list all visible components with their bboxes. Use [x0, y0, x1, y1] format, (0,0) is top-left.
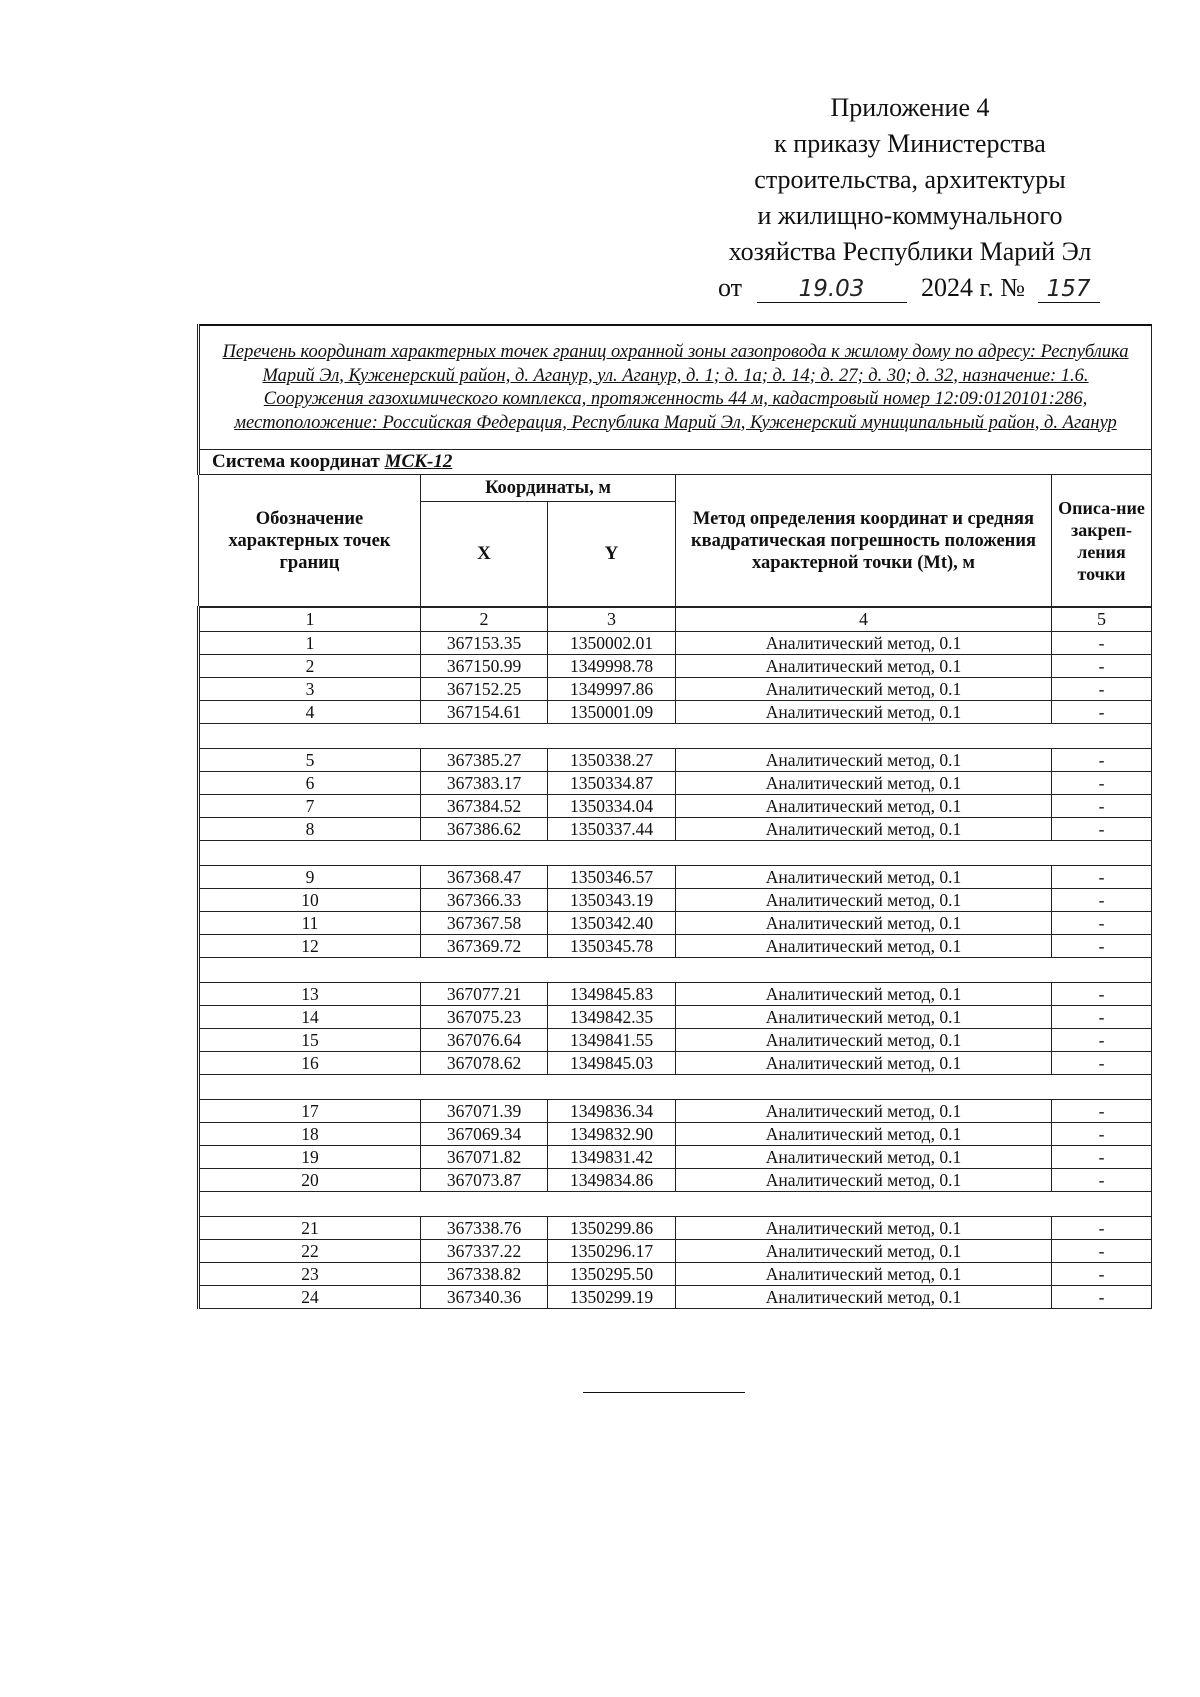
- table-row: [199, 772, 1152, 795]
- x-coordinate-cell: 367071.82: [421, 1146, 548, 1169]
- description-cell: -: [1052, 1123, 1152, 1146]
- table-row: [199, 1263, 1152, 1286]
- y-coordinate-cell: 1350345.78: [548, 935, 676, 958]
- table-row: [199, 1052, 1152, 1075]
- point-number-cell: 6: [199, 772, 421, 795]
- table-row: [199, 701, 1152, 724]
- y-coordinate-cell: 1350001.09: [548, 701, 676, 724]
- y-coordinate-cell: 1350295.50: [548, 1263, 676, 1286]
- description-cell: -: [1052, 678, 1152, 701]
- closing-separator-line: [583, 1392, 745, 1393]
- method-cell: Аналитический метод, 0.1: [676, 795, 1052, 818]
- x-coordinate-cell: 367367.58: [421, 912, 548, 935]
- y-coordinate-cell: 1350342.40: [548, 912, 676, 935]
- table-row: [199, 1029, 1152, 1052]
- point-number-cell: 21: [199, 1217, 421, 1240]
- y-coordinate-cell: 1349997.86: [548, 678, 676, 701]
- method-cell: Аналитический метод, 0.1: [676, 866, 1052, 889]
- y-coordinate-cell: 1350334.87: [548, 772, 676, 795]
- y-coordinate-cell: 1350346.57: [548, 866, 676, 889]
- table-row: [199, 935, 1152, 958]
- table-row: [199, 1240, 1152, 1263]
- method-cell: Аналитический метод, 0.1: [676, 818, 1052, 841]
- coordinate-system-label: Система координат: [212, 451, 380, 472]
- method-cell: Аналитический метод, 0.1: [676, 1146, 1052, 1169]
- point-number-cell: 1: [199, 632, 421, 655]
- point-number-cell: 10: [199, 889, 421, 912]
- table-row: [199, 1100, 1152, 1123]
- appendix-line-3: строительства, архитектуры: [754, 165, 1066, 194]
- description-cell: -: [1052, 1029, 1152, 1052]
- y-coordinate-cell: 1350337.44: [548, 818, 676, 841]
- x-coordinate-cell: 367153.35: [421, 632, 548, 655]
- description-cell: -: [1052, 1006, 1152, 1029]
- y-coordinate-cell: 1349841.55: [548, 1029, 676, 1052]
- description-cell: -: [1052, 935, 1152, 958]
- x-coordinate-cell: 367154.61: [421, 701, 548, 724]
- description-cell: -: [1052, 1169, 1152, 1192]
- group-separator-row: [199, 1192, 1152, 1217]
- method-cell: Аналитический метод, 0.1: [676, 983, 1052, 1006]
- group-separator-cell: [199, 1192, 1152, 1217]
- method-cell: Аналитический метод, 0.1: [676, 1029, 1052, 1052]
- x-coordinate-cell: 367069.34: [421, 1123, 548, 1146]
- appendix-header: [700, 90, 1120, 306]
- column-number: 4: [676, 607, 1052, 632]
- method-cell: Аналитический метод, 0.1: [676, 1263, 1052, 1286]
- method-cell: Аналитический метод, 0.1: [676, 678, 1052, 701]
- x-coordinate-cell: 367337.22: [421, 1240, 548, 1263]
- coordinates-table: [197, 324, 1152, 1309]
- handwritten-date: 19.03: [757, 276, 907, 303]
- description-cell: -: [1052, 1240, 1152, 1263]
- description-cell: -: [1052, 795, 1152, 818]
- x-coordinate-cell: 367369.72: [421, 935, 548, 958]
- y-coordinate-cell: 1350299.86: [548, 1217, 676, 1240]
- point-number-cell: 16: [199, 1052, 421, 1075]
- description-cell: -: [1052, 983, 1152, 1006]
- appendix-line-5: хозяйства Республики Марий Эл: [728, 237, 1092, 266]
- method-cell: Аналитический метод, 0.1: [676, 1240, 1052, 1263]
- x-coordinate-cell: 367366.33: [421, 889, 548, 912]
- y-coordinate-cell: 1350343.19: [548, 889, 676, 912]
- appendix-line-2: к приказу Министерства: [774, 129, 1046, 158]
- x-coordinate-cell: 367386.62: [421, 818, 548, 841]
- y-coordinate-cell: 1350338.27: [548, 749, 676, 772]
- table-row: [199, 1169, 1152, 1192]
- x-coordinate-cell: 367071.39: [421, 1100, 548, 1123]
- y-coordinate-cell: 1349845.03: [548, 1052, 676, 1075]
- coordinate-system-row: [199, 450, 1152, 475]
- group-separator-cell: [199, 1075, 1152, 1100]
- point-number-cell: 11: [199, 912, 421, 935]
- method-cell: Аналитический метод, 0.1: [676, 1100, 1052, 1123]
- x-coordinate-cell: 367152.25: [421, 678, 548, 701]
- group-separator-row: [199, 958, 1152, 983]
- description-cell: -: [1052, 772, 1152, 795]
- method-cell: Аналитический метод, 0.1: [676, 1217, 1052, 1240]
- y-coordinate-cell: 1350334.04: [548, 795, 676, 818]
- header-coordinates: Координаты, м: [421, 475, 676, 502]
- description-cell: -: [1052, 655, 1152, 678]
- point-number-cell: 17: [199, 1100, 421, 1123]
- description-cell: -: [1052, 1286, 1152, 1309]
- point-number-cell: 7: [199, 795, 421, 818]
- coordinate-system-value: МСК-12: [384, 451, 453, 472]
- method-cell: Аналитический метод, 0.1: [676, 1169, 1052, 1192]
- y-coordinate-cell: 1350296.17: [548, 1240, 676, 1263]
- x-coordinate-cell: 367073.87: [421, 1169, 548, 1192]
- point-number-cell: 9: [199, 866, 421, 889]
- table-row: [199, 1217, 1152, 1240]
- method-cell: Аналитический метод, 0.1: [676, 772, 1052, 795]
- point-number-cell: 19: [199, 1146, 421, 1169]
- method-cell: Аналитический метод, 0.1: [676, 1123, 1052, 1146]
- method-cell: Аналитический метод, 0.1: [676, 655, 1052, 678]
- table-row: [199, 818, 1152, 841]
- year-and-number-label: 2024 г. №: [921, 273, 1026, 302]
- y-coordinate-cell: 1349998.78: [548, 655, 676, 678]
- handwritten-order-number: 157: [1038, 276, 1100, 303]
- table-row: [199, 912, 1152, 935]
- description-cell: -: [1052, 632, 1152, 655]
- x-coordinate-cell: 367078.62: [421, 1052, 548, 1075]
- x-coordinate-cell: 367384.52: [421, 795, 548, 818]
- x-coordinate-cell: 367075.23: [421, 1006, 548, 1029]
- group-separator-row: [199, 1075, 1152, 1100]
- table-row: [199, 866, 1152, 889]
- x-coordinate-cell: 367077.21: [421, 983, 548, 1006]
- x-coordinate-cell: 367338.82: [421, 1263, 548, 1286]
- description-cell: -: [1052, 1146, 1152, 1169]
- x-coordinate-cell: 367338.76: [421, 1217, 548, 1240]
- group-separator-row: [199, 724, 1152, 749]
- y-coordinate-cell: 1349845.83: [548, 983, 676, 1006]
- method-cell: Аналитический метод, 0.1: [676, 1006, 1052, 1029]
- x-coordinate-cell: 367383.17: [421, 772, 548, 795]
- table-title: Перечень координат характерных точек границ охранной зоны газопровода к жилому дому по адресу: Республика Марий Эл, Куженерский район, д. Агануp, ул. Агануp, д. 1; д. 1а; д. 14; д. 27; д. 30; д. 32, назначение: 1.6. Сооружения газохимического комплекса, протяженность 44 м, кадастровый номер 12:09:0120101:286, местоположение: Российская Федерация, Республика Марий Эл, Куженерский муниципальный район, д. Аганур: [199, 325, 1152, 450]
- y-coordinate-cell: 1349831.42: [548, 1146, 676, 1169]
- point-number-cell: 20: [199, 1169, 421, 1192]
- method-cell: Аналитический метод, 0.1: [676, 1286, 1052, 1309]
- table-row: [199, 632, 1152, 655]
- description-cell: -: [1052, 1217, 1152, 1240]
- x-coordinate-cell: 367385.27: [421, 749, 548, 772]
- method-cell: Аналитический метод, 0.1: [676, 889, 1052, 912]
- point-number-cell: 13: [199, 983, 421, 1006]
- point-number-cell: 15: [199, 1029, 421, 1052]
- method-cell: Аналитический метод, 0.1: [676, 749, 1052, 772]
- description-cell: -: [1052, 701, 1152, 724]
- table-row: [199, 655, 1152, 678]
- description-cell: -: [1052, 1052, 1152, 1075]
- table-row: [199, 1146, 1152, 1169]
- group-separator-cell: [199, 724, 1152, 749]
- method-cell: Аналитический метод, 0.1: [676, 935, 1052, 958]
- column-number: 2: [421, 607, 548, 632]
- description-cell: -: [1052, 1263, 1152, 1286]
- method-cell: Аналитический метод, 0.1: [676, 632, 1052, 655]
- point-number-cell: 5: [199, 749, 421, 772]
- header-point-designation: Обозначение характерных точек границ: [199, 475, 421, 608]
- point-number-cell: 14: [199, 1006, 421, 1029]
- table-row: [199, 1006, 1152, 1029]
- point-number-cell: 24: [199, 1286, 421, 1309]
- description-cell: -: [1052, 866, 1152, 889]
- table-row: [199, 795, 1152, 818]
- method-cell: Аналитический метод, 0.1: [676, 1052, 1052, 1075]
- x-coordinate-cell: 367368.47: [421, 866, 548, 889]
- description-cell: -: [1052, 889, 1152, 912]
- method-cell: Аналитический метод, 0.1: [676, 701, 1052, 724]
- description-cell: -: [1052, 818, 1152, 841]
- x-coordinate-cell: 367340.36: [421, 1286, 548, 1309]
- point-number-cell: 23: [199, 1263, 421, 1286]
- description-cell: -: [1052, 912, 1152, 935]
- description-cell: -: [1052, 749, 1152, 772]
- appendix-line-1: Приложение 4: [830, 93, 990, 122]
- appendix-line-4: и жилищно-коммунального: [757, 201, 1063, 230]
- table-row: [199, 678, 1152, 701]
- order-date-line: [700, 270, 1120, 306]
- table-row: [199, 1286, 1152, 1309]
- date-prefix: от: [718, 273, 743, 302]
- column-number: 3: [548, 607, 676, 632]
- header-y: Y: [548, 502, 676, 608]
- column-number: 1: [199, 607, 421, 632]
- group-separator-cell: [199, 841, 1152, 866]
- x-coordinate-cell: 367150.99: [421, 655, 548, 678]
- x-coordinate-cell: 367076.64: [421, 1029, 548, 1052]
- y-coordinate-cell: 1349834.86: [548, 1169, 676, 1192]
- point-number-cell: 4: [199, 701, 421, 724]
- y-coordinate-cell: 1350002.01: [548, 632, 676, 655]
- group-separator-cell: [199, 958, 1152, 983]
- column-numbers-row: [199, 607, 1152, 632]
- point-number-cell: 12: [199, 935, 421, 958]
- header-description: Описа-ние закреп-ления точки: [1052, 475, 1152, 608]
- method-cell: Аналитический метод, 0.1: [676, 912, 1052, 935]
- y-coordinate-cell: 1349842.35: [548, 1006, 676, 1029]
- group-separator-row: [199, 841, 1152, 866]
- point-number-cell: 2: [199, 655, 421, 678]
- header-x: X: [421, 502, 548, 608]
- point-number-cell: 22: [199, 1240, 421, 1263]
- description-cell: -: [1052, 1100, 1152, 1123]
- point-number-cell: 3: [199, 678, 421, 701]
- table-row: [199, 749, 1152, 772]
- table-row: [199, 1123, 1152, 1146]
- table-row: [199, 889, 1152, 912]
- header-method: Метод определения координат и средняя квадратическая погрешность положения характерной точки (Mt), м: [676, 475, 1052, 608]
- y-coordinate-cell: 1349836.34: [548, 1100, 676, 1123]
- column-number: 5: [1052, 607, 1152, 632]
- point-number-cell: 18: [199, 1123, 421, 1146]
- point-number-cell: 8: [199, 818, 421, 841]
- y-coordinate-cell: 1349832.90: [548, 1123, 676, 1146]
- y-coordinate-cell: 1350299.19: [548, 1286, 676, 1309]
- table-row: [199, 983, 1152, 1006]
